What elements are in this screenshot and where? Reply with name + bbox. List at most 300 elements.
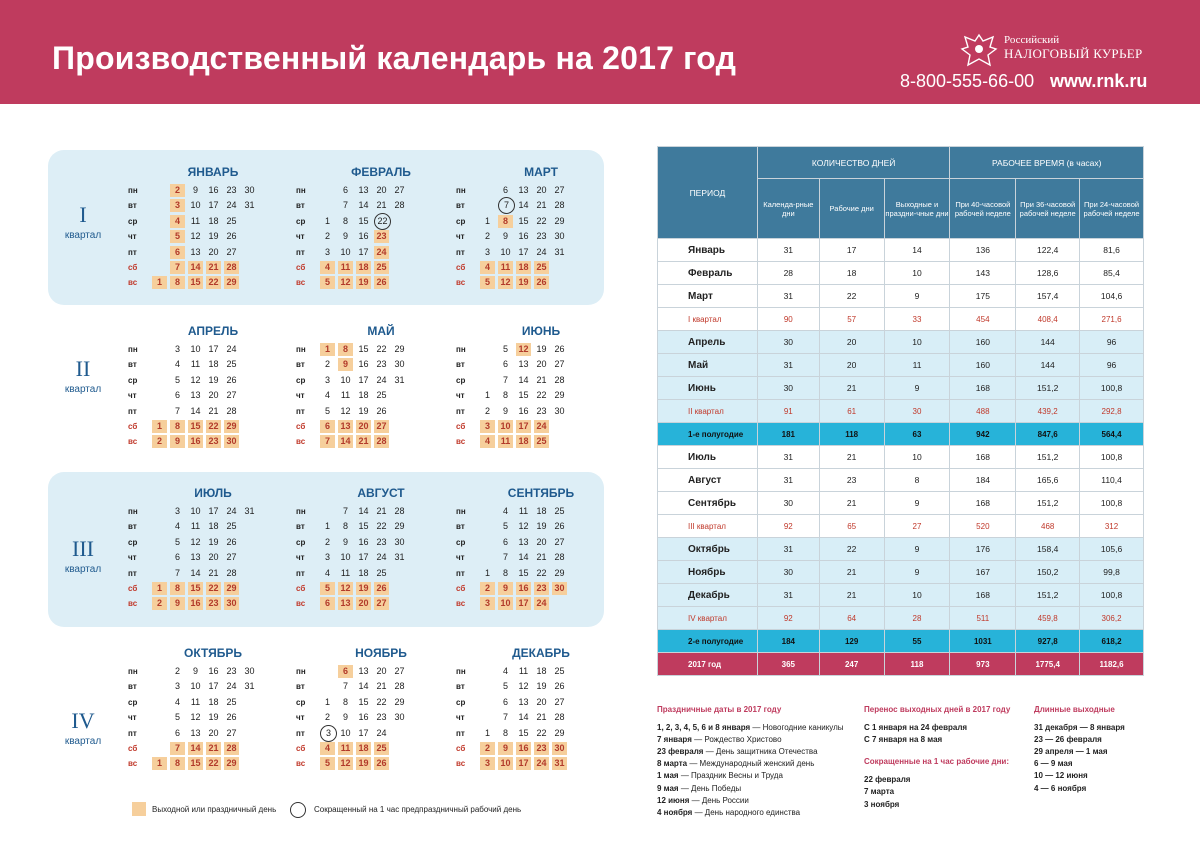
calendar-day: 19 — [208, 231, 219, 242]
calendar-day: 7 — [174, 405, 180, 416]
value-cell: 144 — [1016, 354, 1080, 377]
weekday-label: чт — [456, 391, 465, 401]
value-cell: 247 — [819, 653, 884, 676]
calendar-day: 25 — [534, 261, 549, 274]
weekday-label: чт — [456, 232, 465, 242]
calendar-day: 13 — [518, 696, 529, 707]
calendar-day: 11 — [338, 261, 353, 274]
week-row — [128, 695, 288, 710]
calendar-day: 23 — [226, 666, 237, 676]
calendar-day: 9 — [498, 742, 513, 755]
table-row — [658, 469, 1144, 492]
weekday-label: чт — [296, 391, 305, 401]
quarter-roman: II — [75, 356, 91, 381]
website-link[interactable]: www.rnk.ru — [1050, 71, 1148, 91]
weekday-label: пт — [456, 406, 465, 416]
value-cell: 8 — [884, 469, 950, 492]
calendar-day: 21 — [536, 374, 547, 385]
calendar-day: 16 — [358, 536, 369, 547]
subheader: Выходные и праздни-чные дни — [884, 179, 950, 239]
calendar-day: 5 — [502, 521, 508, 532]
calendar-day: 7 — [502, 552, 508, 563]
calendar-day: 20 — [376, 185, 387, 195]
subheader: Календа-рные дни — [757, 179, 819, 239]
table-row — [658, 446, 1144, 469]
long-weekends-notes — [1034, 704, 1154, 795]
calendar-day: 8 — [502, 727, 508, 738]
long-weekend-note: 10 — 12 июня — [1034, 771, 1088, 781]
value-cell: 27 — [884, 515, 950, 538]
weekday-label: сб — [296, 584, 306, 593]
calendar-day: 10 — [190, 344, 201, 354]
calendar-day: 5 — [324, 405, 330, 416]
month-name: ЯНВАРЬ — [187, 165, 239, 179]
value-cell: 122,4 — [1016, 239, 1080, 262]
week-row — [128, 596, 288, 611]
calendar-day: 18 — [516, 261, 531, 274]
calendar-day: 24 — [534, 420, 549, 433]
weekday-label: пн — [456, 186, 466, 195]
calendar-day: 13 — [190, 390, 201, 401]
value-cell: 10 — [884, 446, 950, 469]
weekday-label: чт — [456, 713, 465, 723]
holiday-date: 1, 2, 3, 4, 5, 6 и 8 января — [657, 723, 751, 733]
calendar-day: 25 — [554, 506, 565, 516]
calendar-day: 26 — [376, 405, 387, 416]
week-row — [456, 596, 616, 611]
calendar-day: 27 — [374, 597, 389, 610]
calendar-day: 9 — [170, 435, 185, 448]
header-period: ПЕРИОД — [658, 147, 758, 239]
value-cell: 9 — [884, 377, 950, 400]
header-days: КОЛИЧЕСТВО ДНЕЙ — [757, 147, 950, 179]
weekday-label: пт — [456, 568, 465, 578]
week-row — [456, 260, 616, 275]
calendar-day: 22 — [376, 521, 387, 532]
period-cell: 1-е полугодие — [658, 423, 758, 446]
calendar-day: 10 — [340, 246, 351, 257]
weekday-label: сб — [128, 263, 138, 272]
weekday-label: чт — [128, 391, 137, 401]
calendar-day: 6 — [502, 536, 508, 547]
week-row — [296, 342, 456, 357]
value-cell: 22 — [819, 538, 884, 561]
calendar-day: 6 — [502, 185, 508, 195]
weekday-label: пн — [296, 186, 306, 195]
calendar-day: 22 — [374, 213, 391, 230]
calendar-day: 6 — [174, 727, 180, 738]
holiday-date: 7 января — [657, 735, 692, 745]
calendar-day: 26 — [554, 344, 565, 354]
weekday-label: пт — [128, 728, 137, 738]
calendar-day: 4 — [324, 390, 330, 401]
calendar-day: 4 — [502, 506, 508, 516]
calendar-day: 8 — [342, 696, 348, 707]
calendar-day: 8 — [170, 757, 185, 770]
weekday-label: вс — [456, 599, 466, 609]
weekday-label: вт — [296, 201, 305, 211]
value-cell: 91 — [757, 400, 819, 423]
calendar-day: 27 — [554, 185, 565, 195]
holiday-desc: — День народного единства — [692, 807, 801, 817]
quarter-roman: I — [79, 202, 87, 227]
calendar-day: 3 — [324, 246, 330, 257]
calendar-day: 6 — [174, 552, 180, 563]
calendar-day: 24 — [376, 374, 387, 385]
value-cell: 151,2 — [1016, 492, 1080, 515]
value-cell: 65 — [819, 515, 884, 538]
calendar-day: 30 — [224, 597, 239, 610]
week-row — [456, 581, 616, 596]
calendar-day: 10 — [190, 681, 201, 692]
week-row — [296, 566, 456, 581]
weekday-label: вт — [456, 682, 465, 692]
calendar-day: 7 — [502, 712, 508, 723]
calendar-day: 17 — [358, 374, 369, 385]
week-row — [128, 581, 288, 596]
week-row — [296, 535, 456, 550]
weekday-label: вс — [296, 278, 306, 288]
calendar-day: 28 — [374, 435, 389, 448]
calendar-day: 19 — [356, 276, 371, 289]
calendar-day: 31 — [394, 374, 405, 385]
calendar-day: 16 — [516, 582, 531, 595]
calendar-day: 5 — [502, 344, 508, 354]
week-row — [296, 404, 456, 419]
calendar-day: 24 — [226, 681, 237, 692]
calendar-day: 13 — [190, 727, 201, 738]
value-cell: 10 — [884, 584, 950, 607]
month-12 — [456, 646, 616, 774]
calendar-day: 15 — [188, 420, 203, 433]
week-row — [456, 726, 616, 741]
month-8 — [296, 486, 456, 614]
value-cell: 96 — [1080, 331, 1144, 354]
calendar-day: 14 — [518, 712, 529, 723]
table-row — [658, 423, 1144, 446]
calendar-day: 26 — [226, 536, 237, 547]
calendar-day: 14 — [518, 552, 529, 563]
value-cell: 143 — [950, 262, 1016, 285]
calendar-day: 28 — [394, 506, 405, 516]
calendar-day: 2 — [152, 435, 167, 448]
week-row — [296, 198, 456, 213]
value-cell: 21 — [819, 446, 884, 469]
calendar-day: 9 — [502, 405, 508, 416]
long-weekend-note: 31 декабря — 8 января — [1034, 723, 1125, 733]
calendar-day: 1 — [484, 727, 490, 738]
week-row — [128, 434, 288, 449]
calendar-day: 29 — [224, 420, 239, 433]
calendar-day: 7 — [342, 506, 348, 516]
calendar-day: 4 — [320, 261, 335, 274]
period-cell: Февраль — [658, 262, 758, 285]
month-7 — [128, 486, 288, 614]
holiday-desc: — Праздник Весны и Труда — [678, 771, 783, 781]
quarter-label-3 — [48, 536, 118, 575]
calendar-day: 1 — [152, 582, 167, 595]
week-row — [456, 357, 616, 372]
value-cell: 128,6 — [1016, 262, 1080, 285]
calendar-day: 12 — [338, 757, 353, 770]
weekday-label: ср — [296, 216, 306, 226]
weekday-label: чт — [456, 553, 465, 563]
weekday-label: пт — [296, 568, 305, 578]
weekday-label: вс — [128, 599, 138, 609]
calendar-day: 21 — [208, 405, 219, 416]
subheader: Рабочие дни — [819, 179, 884, 239]
calendar-day: 19 — [516, 276, 531, 289]
calendar-day: 11 — [498, 261, 513, 274]
weekday-label: ср — [296, 375, 306, 385]
holiday-desc: — День защитника Отечества — [703, 747, 818, 757]
calendar-day: 8 — [170, 420, 185, 433]
weekday-label: вт — [128, 201, 137, 211]
calendar-day: 27 — [554, 359, 565, 370]
calendar-day: 23 — [376, 712, 387, 723]
value-cell: 28 — [884, 607, 950, 630]
calendar-day: 22 — [376, 696, 387, 707]
calendar-day: 30 — [394, 359, 405, 370]
calendar-day: 15 — [518, 390, 529, 401]
calendar-day: 7 — [170, 742, 185, 755]
holiday-date: 23 февраля — [657, 747, 704, 757]
calendar-day: 12 — [498, 276, 513, 289]
week-row — [296, 419, 456, 434]
calendar-day: 21 — [206, 742, 221, 755]
calendar-day: 23 — [226, 185, 237, 195]
value-cell: 9 — [884, 538, 950, 561]
calendar-day: 7 — [498, 197, 515, 214]
calendar-day: 12 — [516, 343, 531, 356]
calendar-day: 5 — [320, 276, 335, 289]
quarter-label-1 — [48, 202, 118, 241]
value-cell: 118 — [884, 653, 950, 676]
summary-table — [657, 146, 1144, 676]
calendar-day: 25 — [226, 696, 237, 707]
week-row — [296, 756, 456, 771]
value-cell: 168 — [950, 584, 1016, 607]
value-cell: 21 — [819, 584, 884, 607]
calendar-day: 17 — [516, 597, 531, 610]
quarter-roman: III — [72, 536, 94, 561]
weekday-label: пн — [128, 186, 138, 195]
value-cell: 511 — [950, 607, 1016, 630]
value-cell: 10 — [884, 262, 950, 285]
value-cell: 20 — [819, 354, 884, 377]
value-cell: 184 — [757, 630, 819, 653]
week-row — [128, 198, 288, 213]
calendar-day: 25 — [374, 742, 389, 755]
calendar-day: 14 — [518, 374, 529, 385]
calendar-day: 8 — [342, 215, 348, 226]
calendar-day: 12 — [190, 231, 201, 242]
week-row — [296, 664, 456, 679]
value-cell: 292,8 — [1080, 400, 1144, 423]
calendar-day: 12 — [338, 582, 353, 595]
calendar-day: 24 — [376, 552, 387, 563]
week-row — [296, 357, 456, 372]
period-cell: III квартал — [658, 515, 758, 538]
calendar-day: 30 — [552, 742, 567, 755]
calendar-day: 22 — [376, 344, 387, 354]
calendar-day: 24 — [226, 344, 237, 354]
calendar-day: 29 — [554, 727, 565, 738]
month-1 — [128, 165, 288, 293]
week-row — [296, 434, 456, 449]
calendar-day: 27 — [374, 420, 389, 433]
calendar-day: 27 — [554, 696, 565, 707]
calendar-day: 1 — [152, 420, 167, 433]
calendar-day: 11 — [518, 506, 529, 516]
weekday-label: чт — [296, 553, 305, 563]
calendar-day: 27 — [226, 246, 237, 257]
calendar-day: 3 — [480, 757, 495, 770]
calendar-day: 19 — [208, 374, 219, 385]
weekday-label: пн — [128, 667, 138, 676]
calendar-day: 6 — [170, 246, 185, 259]
transfer-notes — [864, 704, 1024, 811]
value-cell: 31 — [757, 285, 819, 308]
value-cell: 175 — [950, 285, 1016, 308]
table-row — [658, 354, 1144, 377]
calendar-day: 18 — [356, 261, 371, 274]
week-row — [128, 756, 288, 771]
calendar-day: 26 — [226, 231, 237, 242]
calendar-day: 22 — [536, 390, 547, 401]
calendar-day: 22 — [536, 567, 547, 578]
value-cell: 184 — [950, 469, 1016, 492]
week-row — [128, 404, 288, 419]
calendar-day: 2 — [480, 742, 495, 755]
calendar-day: 3 — [484, 246, 490, 257]
value-cell: 17 — [819, 239, 884, 262]
calendar-day: 15 — [518, 727, 529, 738]
calendar-day: 4 — [480, 261, 495, 274]
calendar-day: 10 — [340, 552, 351, 563]
calendar-day: 15 — [188, 582, 203, 595]
calendar-day: 30 — [244, 185, 255, 195]
calendar-day: 2 — [324, 231, 330, 242]
holiday-note — [657, 807, 867, 819]
weekday-label: сб — [456, 584, 466, 593]
calendar-day: 25 — [374, 261, 389, 274]
week-row — [128, 419, 288, 434]
calendar-day: 25 — [554, 666, 565, 676]
month-10 — [128, 646, 288, 774]
value-cell: 10 — [884, 331, 950, 354]
value-cell: 488 — [950, 400, 1016, 423]
calendar-day: 20 — [536, 185, 547, 195]
weekday-label: сб — [456, 422, 466, 431]
week-row — [128, 710, 288, 725]
week-row — [296, 245, 456, 260]
table-row — [658, 538, 1144, 561]
week-row — [128, 357, 288, 372]
calendar-day: 20 — [208, 390, 219, 401]
weekday-label: ср — [128, 537, 138, 547]
calendar-day: 10 — [340, 374, 351, 385]
calendar-day: 16 — [518, 231, 529, 242]
calendar-day: 3 — [480, 597, 495, 610]
calendar-day: 8 — [498, 215, 513, 228]
holiday-desc: — Новогодние каникулы — [750, 723, 844, 733]
value-cell: 30 — [757, 377, 819, 400]
quarter-label-2 — [48, 356, 118, 395]
calendar-day: 5 — [480, 276, 495, 289]
calendar-day: 11 — [190, 359, 201, 370]
calendar-day: 23 — [206, 597, 221, 610]
holiday-desc: — Международный женский день — [687, 759, 815, 769]
calendar-day: 16 — [518, 405, 529, 416]
calendar-day: 15 — [358, 215, 369, 226]
calendar-day: 9 — [502, 231, 508, 242]
table-row — [658, 492, 1144, 515]
calendar-day: 9 — [342, 712, 348, 723]
weekday-label: пт — [296, 406, 305, 416]
calendar-day: 1 — [484, 215, 490, 226]
calendar-day: 8 — [502, 567, 508, 578]
transfer-note: С 7 января на 8 мая — [864, 735, 943, 745]
value-cell: 90 — [757, 308, 819, 331]
calendar-day: 13 — [518, 185, 529, 195]
weekday-label: сб — [456, 744, 466, 753]
calendar-day: 19 — [536, 681, 547, 692]
holiday-desc: — Рождество Христово — [691, 735, 782, 745]
calendar-day: 28 — [226, 405, 237, 416]
calendar-day: 17 — [208, 506, 219, 516]
short-day-circle-icon — [290, 802, 306, 818]
calendar-day: 17 — [516, 757, 531, 770]
week-row — [128, 504, 288, 519]
calendar-day: 21 — [206, 261, 221, 274]
calendar-day: 5 — [174, 374, 180, 385]
value-cell: 100,8 — [1080, 492, 1144, 515]
week-row — [128, 373, 288, 388]
value-cell: 96 — [1080, 354, 1144, 377]
value-cell: 30 — [884, 400, 950, 423]
calendar-day: 6 — [342, 185, 348, 195]
weekday-label: ср — [456, 537, 466, 547]
calendar-day: 9 — [338, 358, 353, 371]
calendar-day: 29 — [394, 696, 405, 707]
calendar-day: 11 — [190, 696, 201, 707]
long-weekend-note: 29 апреля — 1 мая — [1034, 747, 1108, 757]
value-cell: 55 — [884, 630, 950, 653]
quarter-roman: IV — [71, 708, 95, 733]
week-row — [456, 434, 616, 449]
weekday-label: чт — [128, 232, 137, 242]
calendar-day: 5 — [174, 536, 180, 547]
calendar-day: 6 — [174, 390, 180, 401]
calendar-day: 28 — [394, 681, 405, 692]
calendar-day: 26 — [374, 276, 389, 289]
value-cell: 408,4 — [1016, 308, 1080, 331]
holiday-date: 9 мая — [657, 783, 679, 793]
calendar-day: 28 — [554, 712, 565, 723]
calendar-day: 10 — [500, 246, 511, 257]
calendar-day: 18 — [208, 359, 219, 370]
calendar-day: 2 — [484, 405, 490, 416]
calendar-day: 12 — [338, 276, 353, 289]
calendar-day: 15 — [188, 757, 203, 770]
value-cell: 1182,6 — [1080, 653, 1144, 676]
value-cell: 136 — [950, 239, 1016, 262]
calendar-day: 23 — [374, 230, 389, 243]
table-row — [658, 400, 1144, 423]
holiday-note — [657, 758, 867, 770]
calendar-day: 20 — [208, 246, 219, 257]
